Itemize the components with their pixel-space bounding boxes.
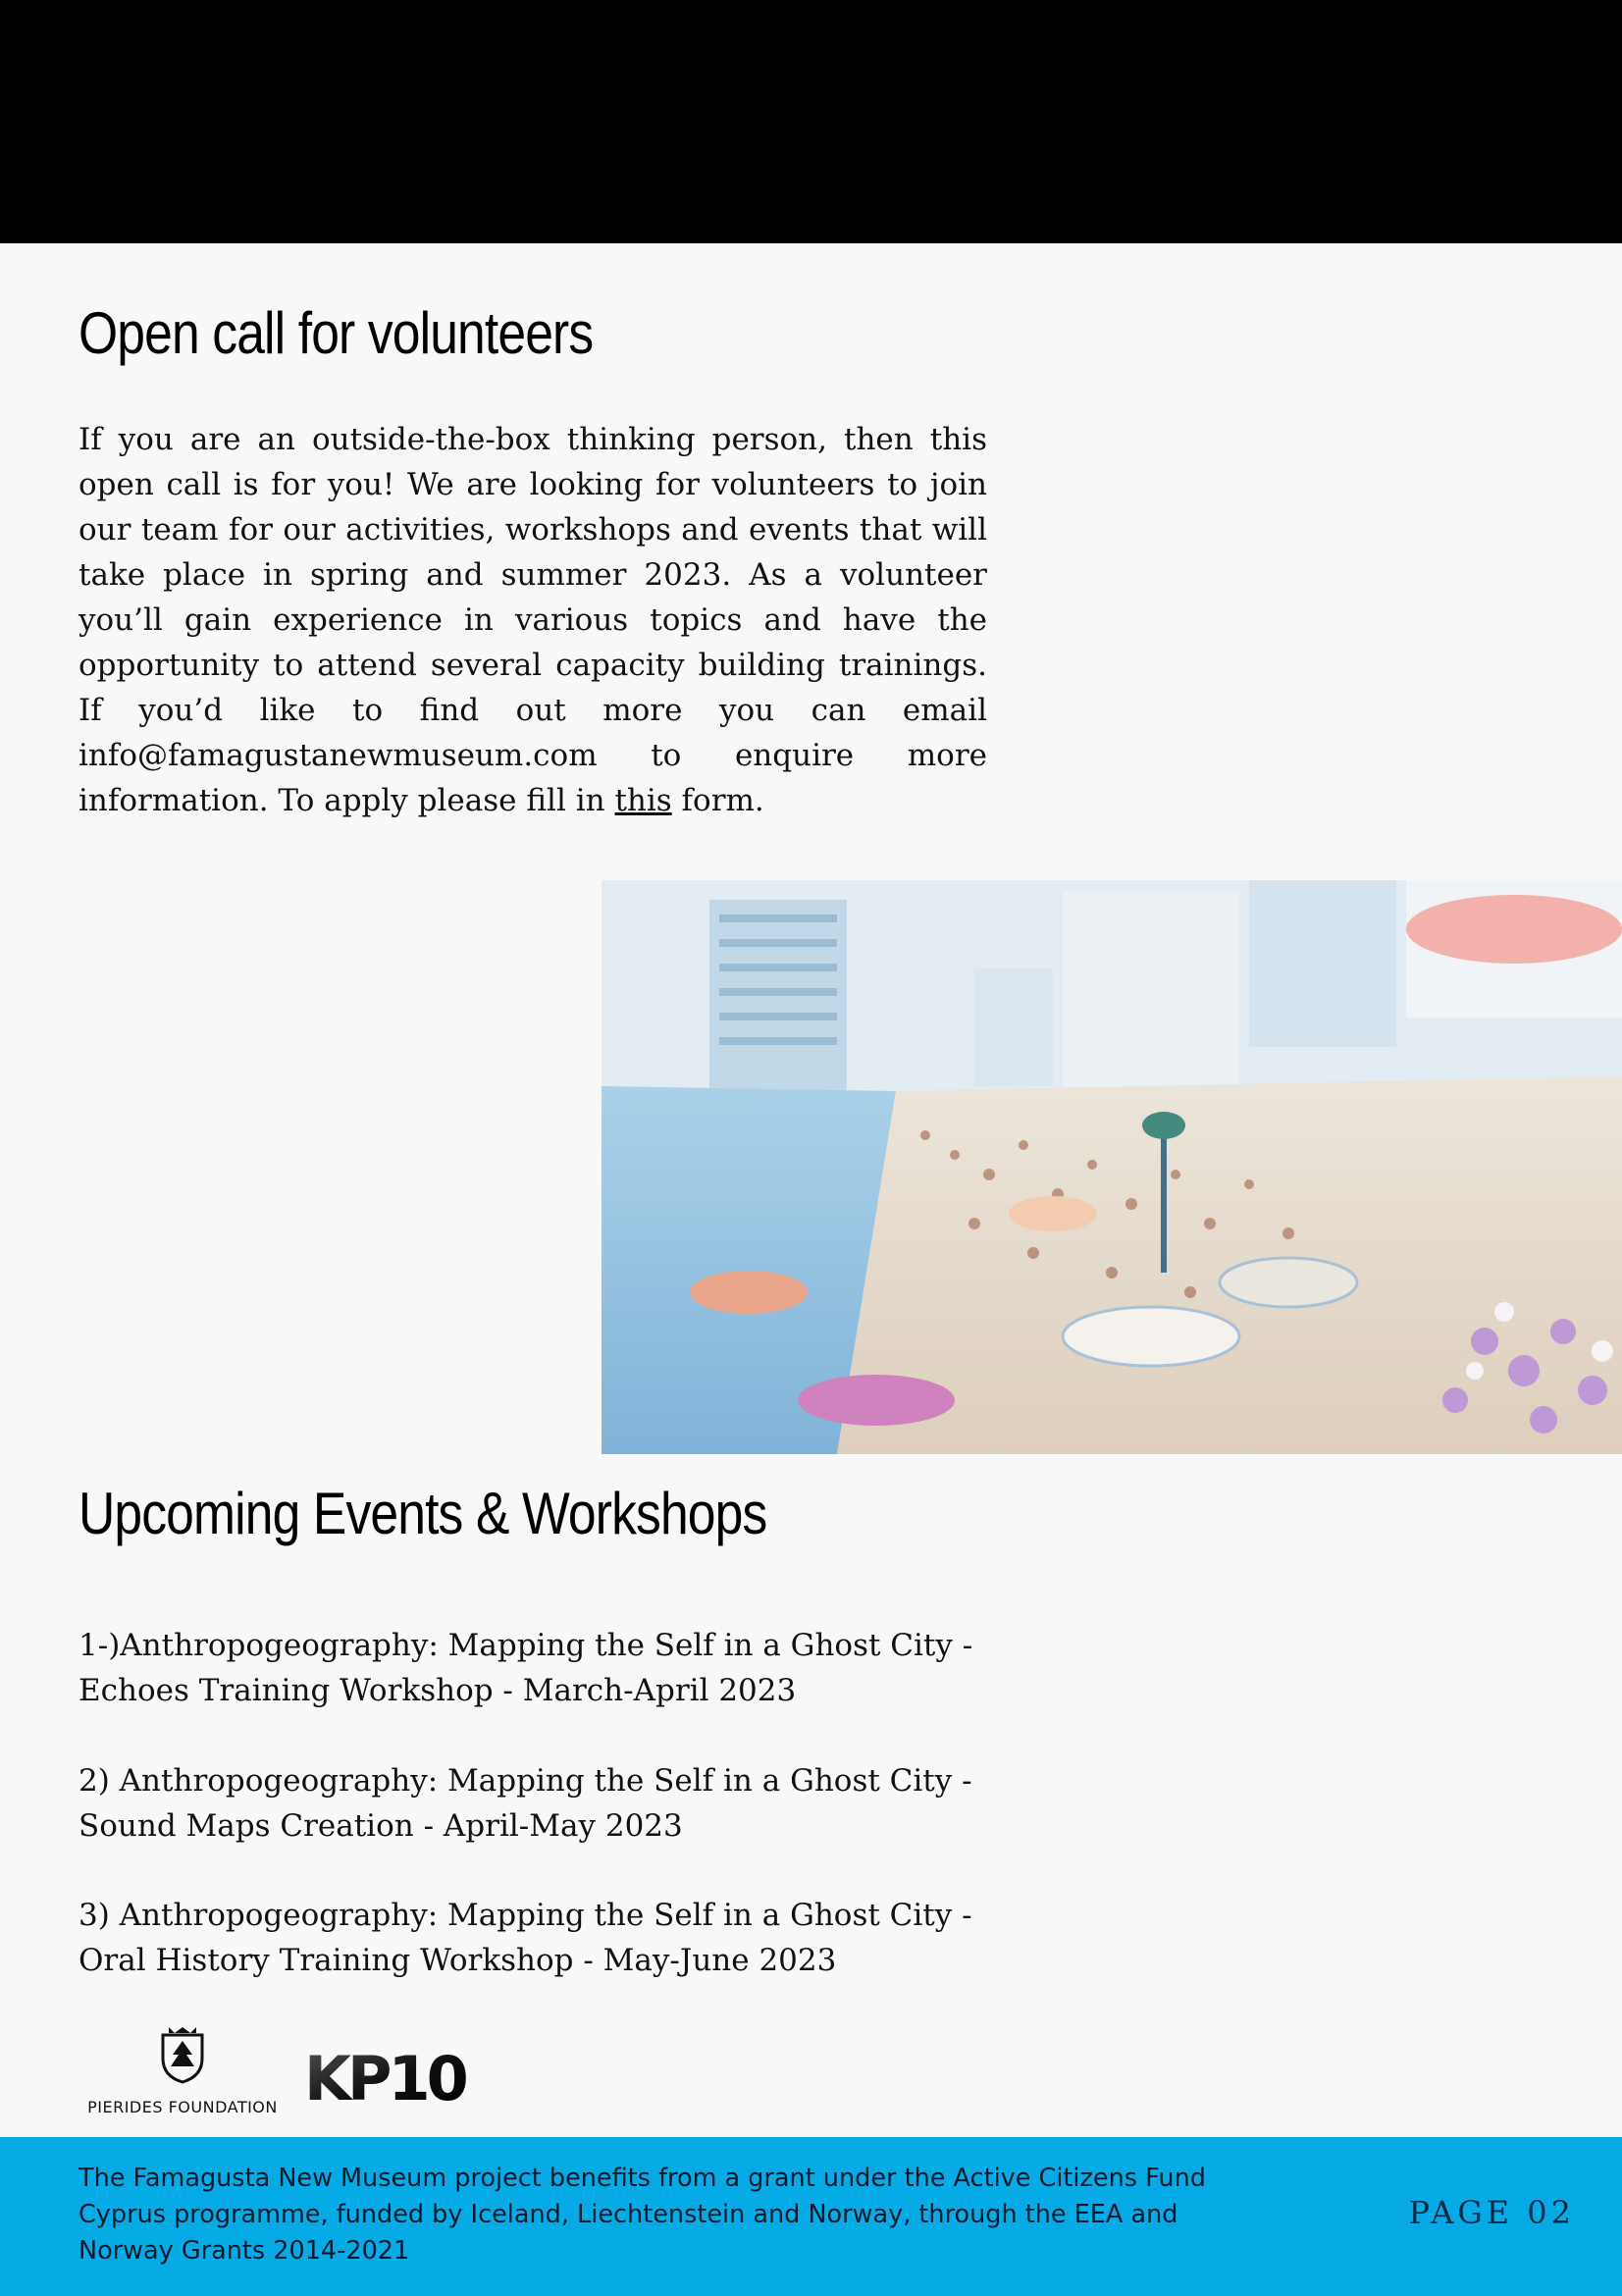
footer-grant-text: The Famagusta New Museum project benefits from a grant under the Active Citizens Fund Cyprus programme, funded by Iceland, Liechtenstein and Norway, through the EEA and Norway Grants 2014-2021 xyxy=(78,2164,1206,2266)
volunteers-text: If you are an outside-the-box thinking person, then this open call is for you! We are looking for volunteers to join our team for our activities, workshops and events that will take place in spring and summer 2023. As a volunteer you’ll gain experience in various topics and have the opportunity to attend several capacity building trainings. If you’d like to find out more you can email info@famagustanewmuseum.com to enquire more information. To apply please fill in xyxy=(78,422,987,818)
pierides-caption: PIERIDES FOUNDATION xyxy=(87,2098,278,2116)
event-item-3: 3) Anthropogeography: Mapping the Self in a Ghost City - Oral History Training Workshop - May-June 2023 xyxy=(78,1898,972,1978)
top-black-band xyxy=(0,0,1622,243)
pierides-foundation-logo xyxy=(84,2025,281,2118)
apply-form-link[interactable]: this xyxy=(614,783,672,818)
volunteers-paragraph xyxy=(78,417,987,823)
kp10-text: KP10 xyxy=(304,2049,465,2108)
kp10-logo xyxy=(304,2049,481,2112)
events-heading: Upcoming Events & Workshops xyxy=(78,1481,767,1546)
event-item-1: 1-)Anthropogeography: Mapping the Self in a Ghost City - Echoes Training Workshop - March-April 2023 xyxy=(78,1628,973,1708)
famagusta-beach-photo xyxy=(602,880,1622,1454)
volunteers-heading: Open call for volunteers xyxy=(78,300,594,366)
event-item-2: 2) Anthropogeography: Mapping the Self in a Ghost City - Sound Maps Creation - April-May 2023 xyxy=(78,1763,972,1844)
page-number: PAGE 02 xyxy=(1408,2194,1575,2231)
footer-band xyxy=(0,2137,1622,2296)
crest-icon xyxy=(155,2025,210,2084)
volunteers-text-end: form. xyxy=(671,783,764,818)
